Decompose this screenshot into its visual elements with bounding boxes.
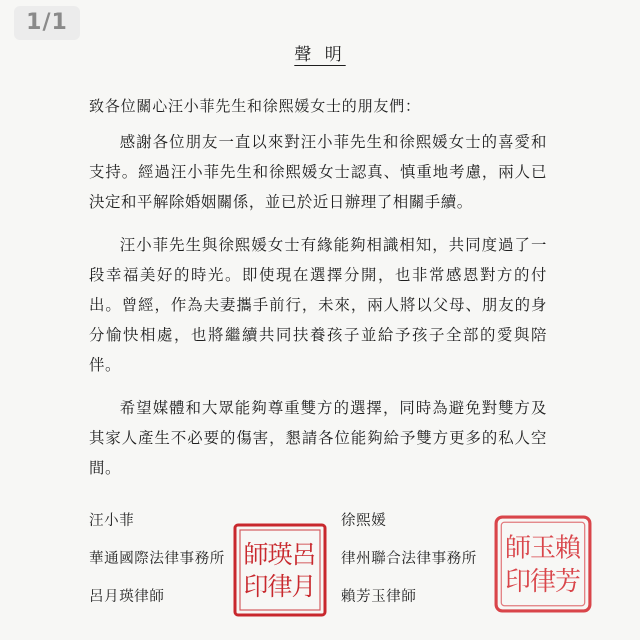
seal-character: 賴 [554, 533, 582, 564]
salutation: 致各位關心汪小菲先生和徐熙媛女士的朋友們： [89, 97, 421, 115]
seal-character: 印 [504, 567, 532, 598]
left-law-firm: 華通國際法律事務所 [89, 551, 225, 567]
seal-character: 瑛 [267, 540, 293, 569]
page-counter: 1/1 [14, 6, 80, 40]
right-lawyer-seal [494, 515, 592, 613]
seal-character: 律 [529, 567, 557, 598]
seal-character: 呂 [291, 540, 317, 569]
right-signatory-name: 徐熙媛 [341, 513, 387, 529]
document-body [89, 127, 547, 496]
paragraph: 希望媒體和大眾能夠尊重雙方的選擇，同時為避免對雙方及其家人產生不必要的傷害，懇請各位能夠給予雙方更多的私人空間。 [89, 399, 547, 477]
seal-character: 月 [291, 572, 317, 601]
seal-character: 律 [267, 572, 293, 601]
document-title: 聲 明 [294, 45, 346, 65]
left-signatory-name: 汪小菲 [89, 513, 135, 529]
seal-character: 師 [243, 540, 269, 569]
right-lawyer: 賴芳玉律師 [341, 589, 417, 605]
seal-character: 印 [243, 572, 269, 601]
left-lawyer-seal [233, 523, 327, 617]
left-lawyer: 呂月瑛律師 [89, 589, 165, 605]
seal-character: 玉 [529, 533, 557, 564]
paragraph: 汪小菲先生與徐熙媛女士有緣能夠相識相知，共同度過了一段幸福美好的時光。即使現在選擇分開，也非常感恩對方的付出。曾經，作為夫妻攜手前行，未來，兩人將以父母、朋友的身分愉快相處，也將繼續共同扶養孩子並給予孩子全部的愛與陪伴。 [89, 236, 547, 374]
seal-character: 師 [504, 533, 532, 564]
paragraph: 感謝各位朋友一直以來對汪小菲先生和徐熙媛女士的喜愛和支持。經過汪小菲先生和徐熙媛女士認真、慎重地考慮，兩人已決定和平解除婚姻關係，並已於近日辦理了相關手續。 [89, 133, 547, 211]
right-law-firm: 律州聯合法律事務所 [341, 551, 477, 567]
seal-character: 芳 [554, 567, 582, 598]
